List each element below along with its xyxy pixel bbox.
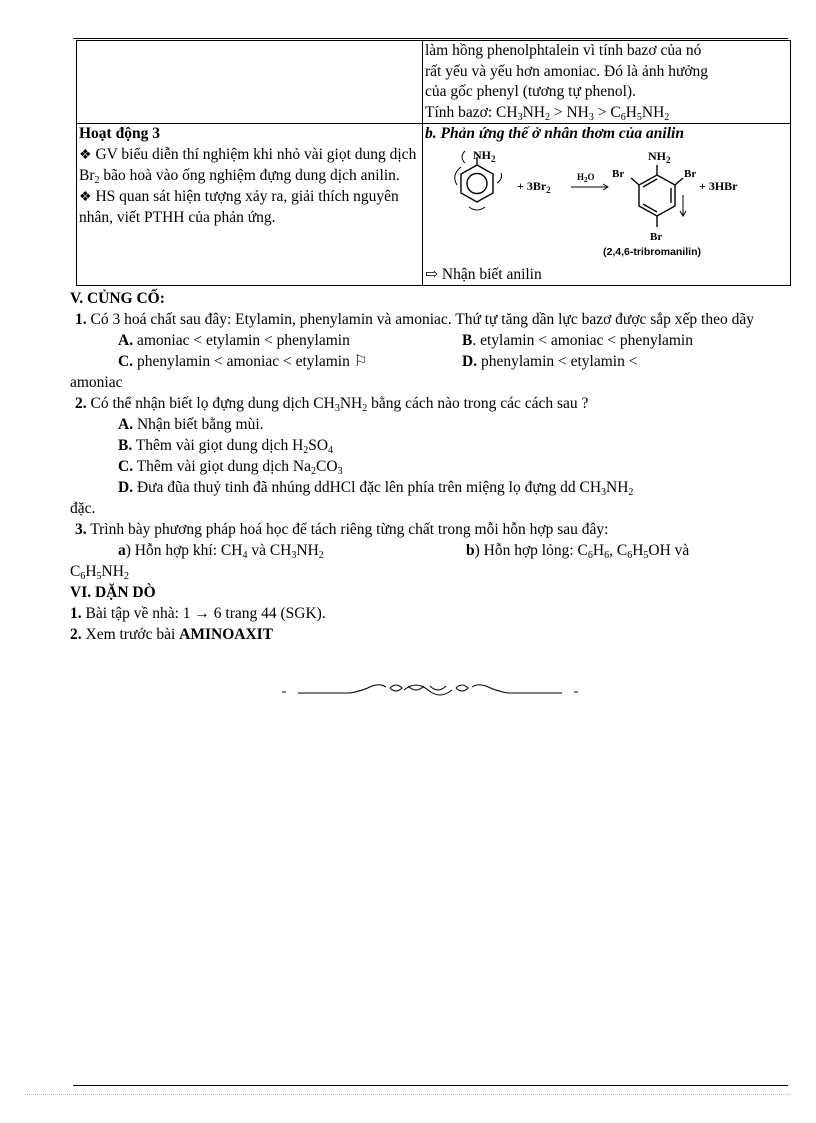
product-name: (2,4,6-tribromanilin) (603, 245, 702, 258)
q2-option-d-cont: đặc. (70, 500, 96, 517)
lesson-table (76, 40, 791, 286)
reaction-arrow-icon (571, 184, 608, 190)
activity-bullet: ❖ GV biểu diễn thí nghiệm khi nhỏ vài giọt dung dịch $Br_2$ bão hoà vào ống nghiệm đựng dung dịch anilin. (79, 145, 417, 186)
table-row (77, 41, 791, 124)
diamond-bullet-icon: ❖ (79, 189, 92, 205)
table-cell-empty (77, 41, 423, 124)
diamond-bullet-icon: ❖ (79, 147, 92, 163)
tribromaniline-ring (631, 165, 683, 227)
q2-option-a: A. Nhận biết bằng mùi. (118, 416, 264, 433)
homework-item-1: 1. Bài tập về nhà: 1 → 6 trang 44 (SGK). (70, 605, 326, 622)
q1-options-cd: C. phenylamin < amoniac < etylamin ⚐ D. phenylamin < etylamin < (118, 353, 638, 370)
reactant-nh2: $NH_2$ (473, 147, 496, 164)
br-left: Br (612, 167, 625, 180)
q3-parts: a) Hỗn hợp khí: $CH_4$ và $CH_3NH_2$ b) Hỗn hợp lỏng: $C_6H_6$, $C_6H_5OH$ và (118, 542, 690, 561)
q3-part-b-cont: $C_6H_5NH_2$ (70, 563, 129, 582)
question-2: 2. Có thể nhận biết lọ đựng dung dịch $CH_3NH_2$ bằng cách nào trong các cách sau ? (75, 395, 589, 414)
section-heading: b. Phản ứng thế ở nhân thơm của anilin (425, 125, 684, 142)
q2-option-c: C. Thêm vài giọt dung dịch $Na_2CO_3$ (118, 458, 343, 477)
section-heading-6: VI. DẶN DÒ (70, 584, 156, 601)
q1-options-ab: A. amoniac < etylamin < phenylamin B. etylamin < amoniac < phenylamin (118, 332, 693, 349)
activity-bullet: ❖ HS quan sát hiện tượng xảy ra, giải thích nguyên nhân, viết PTHH của phản ứng. (79, 187, 399, 226)
product-nh2: $NH_2$ (648, 148, 671, 165)
br-bottom: Br (650, 230, 663, 243)
table-cell-reaction (423, 124, 791, 286)
arrow-right-icon: ⇨ (425, 265, 438, 283)
flag-icon: ⚐ (353, 353, 368, 370)
explanation-line: làm hồng phenolphtalein vì tính bazơ của nó (425, 42, 702, 59)
explanation-line: của gốc phenyl (tương tự phenol). (425, 83, 636, 100)
reagent-br2: + $3Br_2$ (517, 178, 551, 195)
reaction-svg (425, 145, 783, 263)
table-cell-explanation (423, 41, 791, 124)
bottom-rule (73, 1085, 788, 1086)
question-3: 3. Trình bày phương pháp hoá học để tách riêng từng chất trong mỗi hỗn hợp sau đây: (75, 521, 609, 538)
exercise-section (70, 288, 788, 645)
section-heading-5: V. CỦNG CỐ: (70, 290, 165, 307)
aniline-ring (461, 157, 493, 202)
q1-option-d-cont: amoniac (70, 374, 123, 391)
reaction-diagram (425, 145, 788, 265)
page-edge (25, 1094, 790, 1095)
activity-title: Hoạt động 3 (79, 125, 160, 142)
q2-option-d: D. Đưa đũa thuỷ tinh đã nhúng ddHCl đặc lên phía trên miệng lọ đựng dd $CH_3NH_2$ (118, 479, 634, 498)
byproduct-hbr: + 3HBr (699, 178, 738, 193)
table-cell-activity (77, 124, 423, 286)
q2-option-b: B. Thêm vài giọt dung dịch $H_2SO_4$ (118, 437, 334, 456)
question-1: 1. Có 3 hoá chất sau đây: Etylamin, phenylamin và amoniac. Thứ tự tăng dần lực bazơ được sắp xếp theo dãy (75, 311, 755, 328)
table-row (77, 124, 791, 286)
homework-item-2: 2. Xem trước bài AMINOAXIT (70, 626, 274, 643)
basicity-order: Tính bazơ: $CH_3NH_2 > NH_3 > C_6H_5NH_2$ (425, 103, 670, 123)
arrow-label: $H_2O$ (577, 171, 595, 184)
conclusion: ⇨ Nhận biết anilin (425, 265, 542, 283)
br-right: Br (684, 167, 697, 180)
divider-ornament-icon (280, 680, 580, 700)
explanation-line: rất yếu và yếu hơn amoniac. Đó là ảnh hưởng (425, 62, 709, 80)
precipitate-arrow-icon (680, 195, 686, 216)
top-rule (73, 38, 788, 39)
